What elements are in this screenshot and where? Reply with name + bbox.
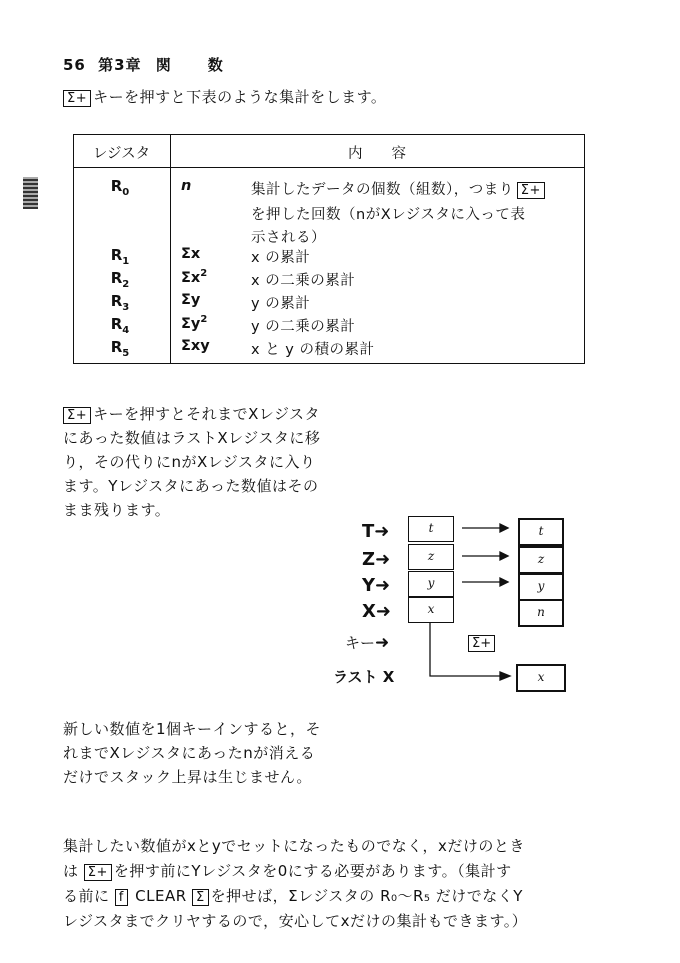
sigma-plus-key: Σ+ bbox=[63, 90, 91, 107]
arrow-head bbox=[500, 524, 508, 532]
label-key: キー➜ bbox=[345, 633, 390, 653]
symbol-sum-xy: Σxy bbox=[181, 338, 210, 354]
desc-r2: x の二乗の累計 bbox=[251, 273, 356, 289]
desc-r4: y の二乗の累計 bbox=[251, 319, 356, 335]
symbol-sum-x2: $\Sigma x^2$ bbox=[181, 268, 208, 286]
arrow-to-last-x bbox=[430, 622, 502, 676]
register-r4: $R_4$ bbox=[110, 315, 130, 336]
after-y: y bbox=[518, 573, 564, 601]
symbol-sum-x: Σx bbox=[181, 246, 201, 262]
after-n: n bbox=[518, 599, 564, 627]
chapter-title-1: 関 bbox=[155, 56, 172, 74]
label-t: T➜ bbox=[362, 521, 390, 542]
after-t: t bbox=[518, 518, 564, 546]
register-r0: $R_0$ bbox=[110, 177, 130, 198]
before-z: z bbox=[408, 544, 454, 570]
sigma-key: Σ bbox=[192, 889, 209, 906]
f-key: f bbox=[115, 889, 128, 906]
before-x: x bbox=[408, 597, 454, 623]
desc-r5: x と y の積の累計 bbox=[251, 342, 375, 358]
register-r2: $R_2$ bbox=[110, 269, 130, 290]
desc-r0-line3: 示される） bbox=[251, 230, 326, 246]
paragraph-no-lift: 新しい数値を1個キーインすると，そ れまでXレジスタにあったnが消える だけでスタック上昇は生じません。 bbox=[63, 720, 322, 786]
after-z: z bbox=[518, 546, 564, 574]
desc-r3: y の累計 bbox=[251, 296, 311, 312]
intro-text: キーを押すと下表のような集計をします。 bbox=[93, 88, 387, 106]
paragraph-stack-behavior: Σ+ キーを押すとそれまでXレジスタ にあった数値はラストXレジスタに移 り，その代りにnがXレジスタに入り ます。Yレジスタにあった数値はその まま残ります。 bbox=[63, 405, 321, 519]
register-r1: $R_1$ bbox=[110, 246, 130, 267]
col-header-content: 内 容 bbox=[348, 146, 406, 162]
sigma-plus-key: Σ+ bbox=[517, 182, 545, 199]
desc-r1: x の累計 bbox=[251, 250, 311, 266]
before-y: y bbox=[408, 571, 454, 597]
arrow-head bbox=[500, 552, 508, 560]
chapter-label: 第3章 bbox=[98, 56, 142, 74]
label-x: X➜ bbox=[362, 601, 391, 622]
register-r5: $R_5$ bbox=[110, 338, 130, 359]
symbol-sum-y: Σy bbox=[181, 292, 201, 308]
before-t: t bbox=[408, 516, 454, 542]
paragraph-clear-note: 集計したい数値がxとyでセットになったものでなく，xだけのとき は Σ+ を押す前にYレジスタを0にする必要があります。（集計す る前に f CLEAR Σ を押せば，Σレジスタの R₀～R₅ だけでなくY レジスタまでクリヤするので，安心してxだけの集計もできます。） bbox=[63, 837, 528, 930]
symbol-n: n bbox=[181, 178, 192, 194]
last-x-register: x bbox=[516, 664, 566, 692]
register-r3: $R_3$ bbox=[110, 292, 130, 313]
page-number: 56 bbox=[63, 56, 86, 74]
desc-r0-line2: を押した回数（nがXレジスタに入って表 bbox=[251, 207, 526, 223]
col-header-register: レジスタ bbox=[92, 146, 151, 162]
sigma-plus-key: Σ+ bbox=[84, 864, 112, 881]
symbol-sum-y2: $\Sigma y^2$ bbox=[181, 314, 208, 332]
arrow-head bbox=[500, 578, 508, 586]
sigma-plus-key: Σ+ bbox=[468, 635, 495, 652]
label-z: Z➜ bbox=[362, 549, 391, 570]
arrow-head bbox=[500, 672, 510, 680]
sigma-plus-key: Σ+ bbox=[63, 407, 91, 424]
label-last-x: ラスト X bbox=[333, 668, 395, 686]
label-y: Y➜ bbox=[362, 575, 391, 596]
chapter-title-2: 数 bbox=[207, 56, 224, 74]
desc-r0-line1: 集計したデータの個数（組数），つまり Σ+ bbox=[251, 178, 547, 199]
